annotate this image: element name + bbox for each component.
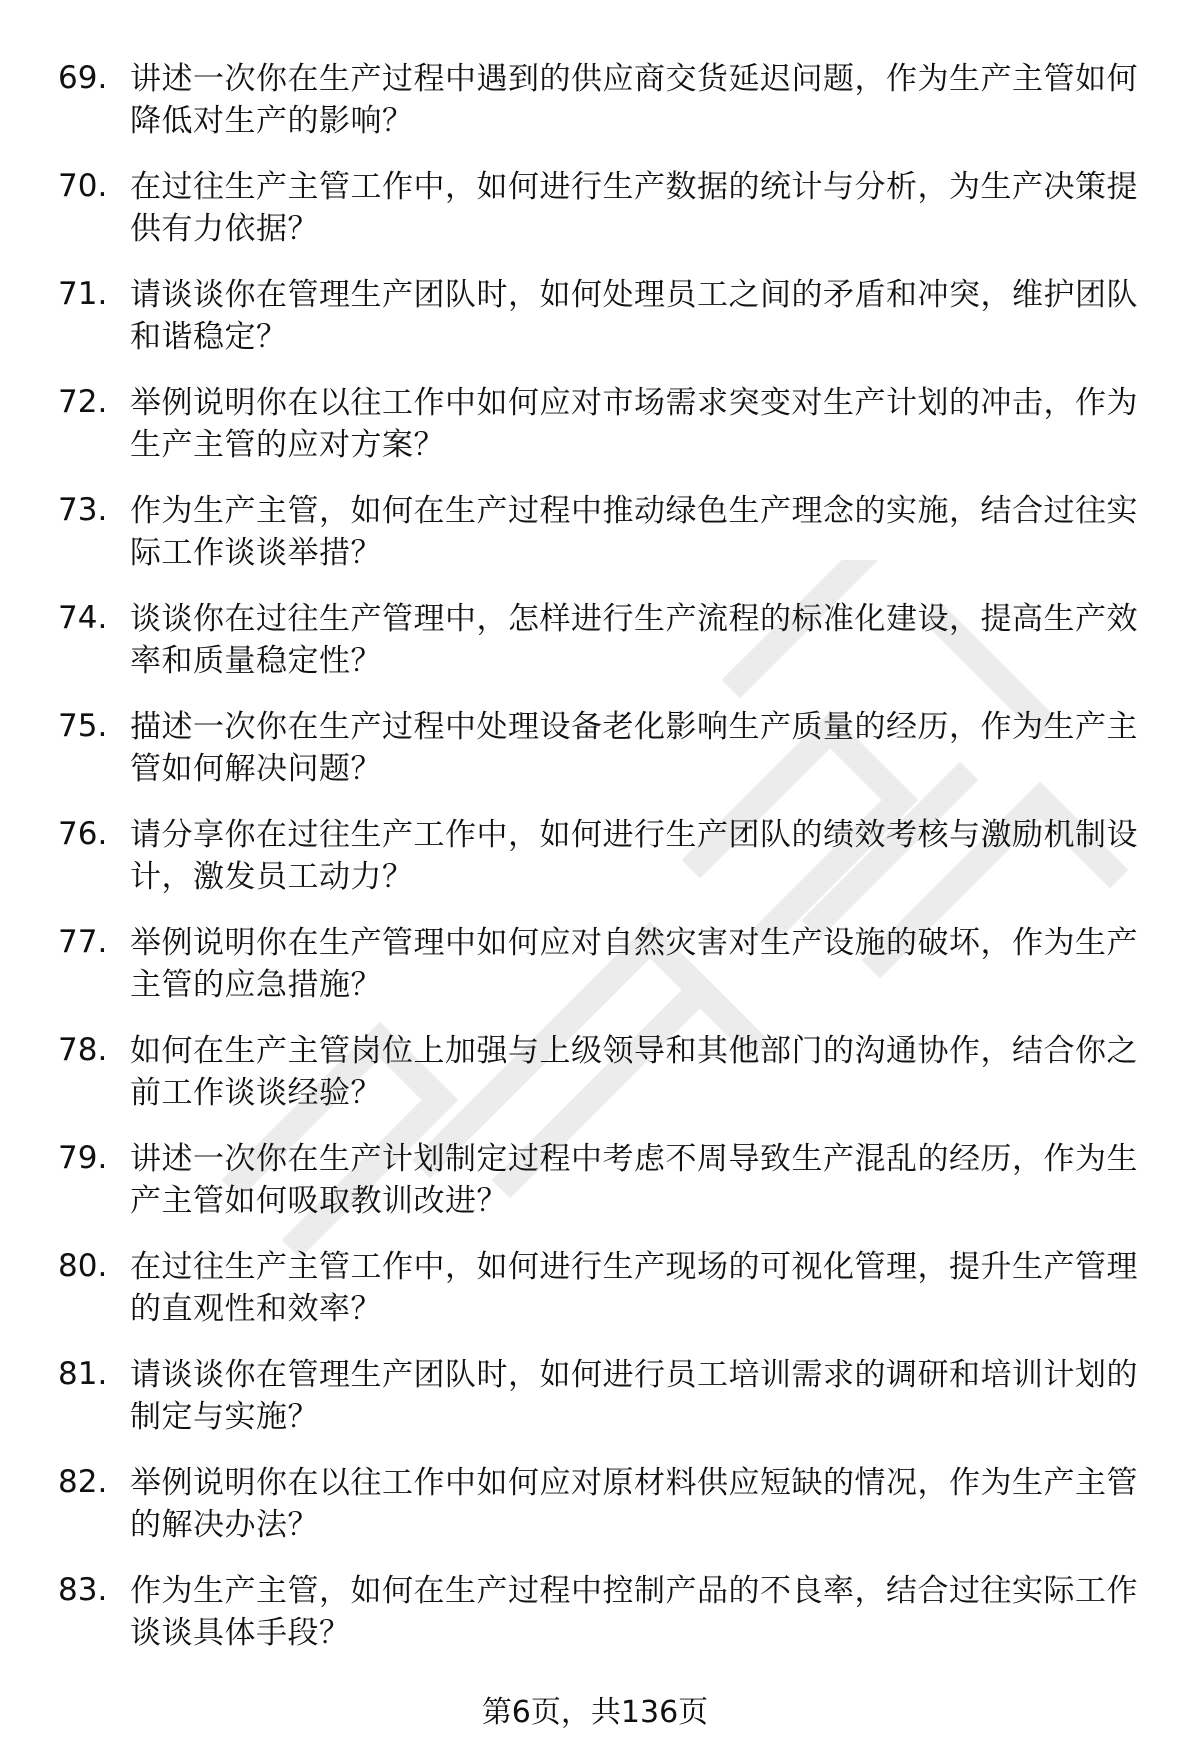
question-text: 请谈谈你在管理生产团队时，如何进行员工培训需求的调研和培训计划的制定与实施？: [130, 1357, 1138, 1435]
question-text: 请谈谈你在管理生产团队时，如何处理员工之间的矛盾和冲突，维护团队和谐稳定？: [130, 277, 1138, 355]
question-text: 在过往生产主管工作中，如何进行生产现场的可视化管理，提升生产管理的直观性和效率？: [130, 1249, 1138, 1327]
question-list: [0, 44, 1190, 1664]
question-item: [0, 1232, 1190, 1340]
question-text: 举例说明你在以往工作中如何应对原材料供应短缺的情况，作为生产主管的解决办法？: [130, 1465, 1138, 1543]
question-number: 75.: [58, 708, 108, 744]
question-number: 73.: [58, 492, 108, 528]
question-item: [0, 44, 1190, 152]
question-item: [0, 152, 1190, 260]
question-text: 如何在生产主管岗位上加强与上级领导和其他部门的沟通协作，结合你之前工作谈谈经验？: [130, 1033, 1138, 1111]
question-number: 72.: [58, 384, 108, 420]
question-number: 79.: [58, 1140, 108, 1176]
question-item: [0, 476, 1190, 584]
question-number: 81.: [58, 1356, 108, 1392]
page-number-label: 第6页，共136页: [481, 1695, 709, 1730]
question-item: [0, 1124, 1190, 1232]
question-item: [0, 368, 1190, 476]
question-item: [0, 1556, 1190, 1664]
question-item: [0, 584, 1190, 692]
question-item: [0, 1448, 1190, 1556]
question-item: [0, 1340, 1190, 1448]
question-number: 83.: [58, 1572, 108, 1608]
question-text: 讲述一次你在生产过程中遇到的供应商交货延迟问题，作为生产主管如何降低对生产的影响？: [130, 61, 1138, 139]
question-item: [0, 1016, 1190, 1124]
question-text: 作为生产主管，如何在生产过程中控制产品的不良率，结合过往实际工作谈谈具体手段？: [130, 1573, 1138, 1651]
question-number: 70.: [58, 168, 108, 204]
question-text: 作为生产主管，如何在生产过程中推动绿色生产理念的实施，结合过往实际工作谈谈举措？: [130, 493, 1138, 571]
question-text: 谈谈你在过往生产管理中，怎样进行生产流程的标准化建设，提高生产效率和质量稳定性？: [130, 601, 1138, 679]
question-item: [0, 908, 1190, 1016]
question-number: 76.: [58, 816, 108, 852]
question-text: 举例说明你在以往工作中如何应对市场需求突变对生产计划的冲击，作为生产主管的应对方案？: [130, 385, 1138, 463]
page-footer: [0, 1693, 1190, 1733]
question-text: 举例说明你在生产管理中如何应对自然灾害对生产设施的破坏，作为生产主管的应急措施？: [130, 925, 1138, 1003]
question-item: [0, 692, 1190, 800]
question-item: [0, 260, 1190, 368]
question-number: 74.: [58, 600, 108, 636]
question-number: 80.: [58, 1248, 108, 1284]
question-text: 请分享你在过往生产工作中，如何进行生产团队的绩效考核与激励机制设计，激发员工动力？: [130, 817, 1138, 895]
question-item: [0, 800, 1190, 908]
question-number: 77.: [58, 924, 108, 960]
question-number: 82.: [58, 1464, 108, 1500]
question-number: 78.: [58, 1032, 108, 1068]
question-text: 在过往生产主管工作中，如何进行生产数据的统计与分析，为生产决策提供有力依据？: [130, 169, 1138, 247]
question-text: 讲述一次你在生产计划制定过程中考虑不周导致生产混乱的经历，作为生产主管如何吸取教训改进？: [130, 1141, 1138, 1219]
question-number: 69.: [58, 60, 108, 96]
question-text: 描述一次你在生产过程中处理设备老化影响生产质量的经历，作为生产主管如何解决问题？: [130, 709, 1138, 787]
question-number: 71.: [58, 276, 108, 312]
